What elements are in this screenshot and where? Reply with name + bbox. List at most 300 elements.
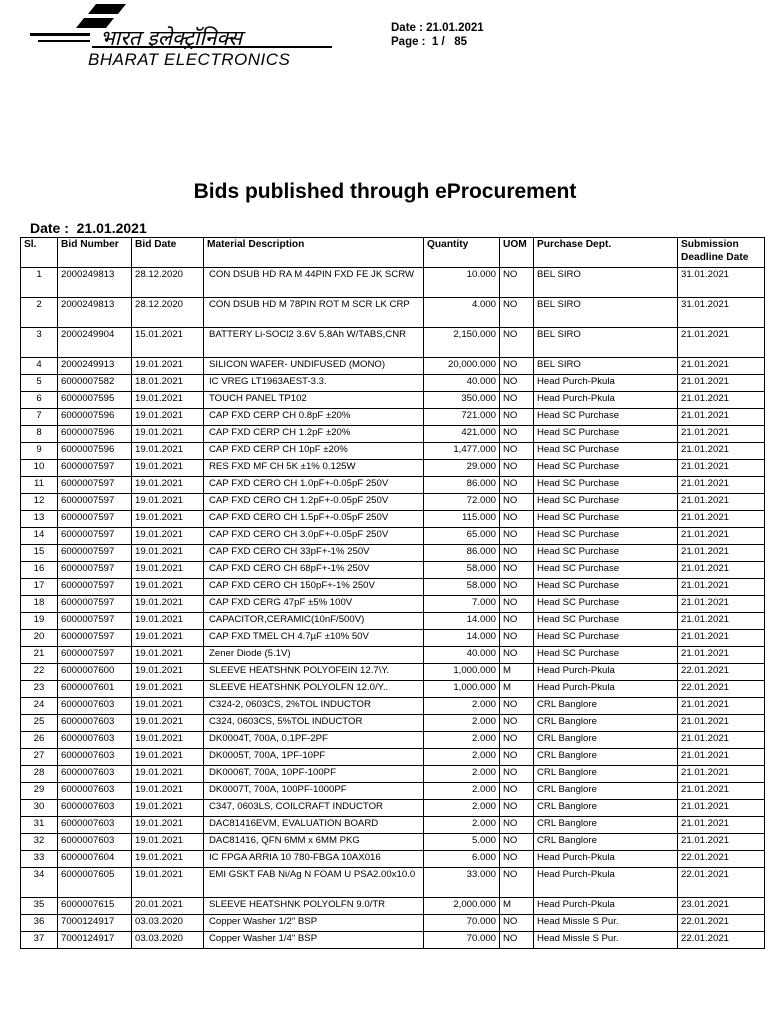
row-sl: 17 xyxy=(21,579,58,596)
row-quantity: 29.000 xyxy=(424,460,500,477)
row-purchase-dept: Head SC Purchase xyxy=(534,460,678,477)
row-bid-number: 6000007596 xyxy=(58,426,132,443)
row-deadline: 22.01.2021 xyxy=(678,851,765,868)
table-row xyxy=(21,766,765,783)
row-purchase-dept: Head SC Purchase xyxy=(534,477,678,494)
row-bid-date: 19.01.2021 xyxy=(132,477,204,494)
row-purchase-dept: Head Purch-Pkula xyxy=(534,375,678,392)
row-bid-number: 6000007597 xyxy=(58,596,132,613)
row-deadline: 31.01.2021 xyxy=(678,268,765,298)
row-material-description: DAC81416EVM, EVALUATION BOARD xyxy=(204,817,424,834)
table-row xyxy=(21,460,765,477)
row-bid-date: 19.01.2021 xyxy=(132,715,204,732)
row-quantity: 2.000 xyxy=(424,766,500,783)
col-header-bid-date: Bid Date xyxy=(132,238,204,268)
row-quantity: 2.000 xyxy=(424,732,500,749)
row-material-description: DAC81416, QFN 6MM x 6MM PKG xyxy=(204,834,424,851)
row-sl: 26 xyxy=(21,732,58,749)
row-sl: 2 xyxy=(21,298,58,328)
table-row xyxy=(21,647,765,664)
row-bid-date: 19.01.2021 xyxy=(132,664,204,681)
row-deadline: 21.01.2021 xyxy=(678,443,765,460)
row-deadline: 21.01.2021 xyxy=(678,545,765,562)
row-material-description: SLEEVE HEATSHNK POLYOLFN 12.0/Y.. xyxy=(204,681,424,698)
row-purchase-dept: Head SC Purchase xyxy=(534,562,678,579)
page-number: Page : 1 / 85 xyxy=(391,36,468,48)
row-deadline: 21.01.2021 xyxy=(678,766,765,783)
row-purchase-dept: Head SC Purchase xyxy=(534,511,678,528)
row-purchase-dept: Head SC Purchase xyxy=(534,528,678,545)
row-deadline: 21.01.2021 xyxy=(678,392,765,409)
row-material-description: IC VREG LT1963AEST-3.3. xyxy=(204,375,424,392)
row-sl: 28 xyxy=(21,766,58,783)
row-uom: NO xyxy=(500,409,534,426)
row-purchase-dept: Head SC Purchase xyxy=(534,579,678,596)
row-sl: 21 xyxy=(21,647,58,664)
row-deadline: 21.01.2021 xyxy=(678,783,765,800)
row-purchase-dept: Head Purch-Pkula xyxy=(534,681,678,698)
row-uom: NO xyxy=(500,800,534,817)
row-sl: 20 xyxy=(21,630,58,647)
row-quantity: 33.000 xyxy=(424,868,500,898)
row-uom: NO xyxy=(500,375,534,392)
row-bid-date: 15.01.2021 xyxy=(132,328,204,358)
row-deadline: 21.01.2021 xyxy=(678,800,765,817)
row-sl: 16 xyxy=(21,562,58,579)
row-bid-date: 19.01.2021 xyxy=(132,630,204,647)
row-material-description: Zener Diode (5.1V) xyxy=(204,647,424,664)
table-row xyxy=(21,409,765,426)
row-sl: 24 xyxy=(21,698,58,715)
row-bid-number: 6000007597 xyxy=(58,545,132,562)
table-row xyxy=(21,426,765,443)
row-uom: NO xyxy=(500,732,534,749)
row-quantity: 2.000 xyxy=(424,749,500,766)
bids-table xyxy=(20,237,765,949)
table-row xyxy=(21,851,765,868)
row-bid-date: 19.01.2021 xyxy=(132,358,204,375)
row-deadline: 21.01.2021 xyxy=(678,477,765,494)
row-sl: 34 xyxy=(21,868,58,898)
row-uom: NO xyxy=(500,749,534,766)
row-bid-date: 20.01.2021 xyxy=(132,898,204,915)
row-uom: NO xyxy=(500,783,534,800)
row-uom: NO xyxy=(500,834,534,851)
row-deadline: 21.01.2021 xyxy=(678,698,765,715)
row-bid-date: 19.01.2021 xyxy=(132,426,204,443)
row-material-description: DK0007T, 700A, 100PF-1000PF xyxy=(204,783,424,800)
row-material-description: C347, 0603LS, COILCRAFT INDUCTOR xyxy=(204,800,424,817)
row-material-description: CAP FXD CERO CH 33pF+-1% 250V xyxy=(204,545,424,562)
row-material-description: DK0004T, 700A, 0.1PF-2PF xyxy=(204,732,424,749)
table-row xyxy=(21,834,765,851)
row-deadline: 22.01.2021 xyxy=(678,681,765,698)
row-quantity: 6.000 xyxy=(424,851,500,868)
row-uom: NO xyxy=(500,328,534,358)
row-material-description: Copper Washer 1/2" BSP xyxy=(204,915,424,932)
row-deadline: 21.01.2021 xyxy=(678,528,765,545)
row-deadline: 21.01.2021 xyxy=(678,834,765,851)
row-bid-number: 6000007596 xyxy=(58,409,132,426)
row-deadline: 21.01.2021 xyxy=(678,358,765,375)
row-quantity: 1,000.000 xyxy=(424,664,500,681)
row-purchase-dept: Head Purch-Pkula xyxy=(534,664,678,681)
row-purchase-dept: Head Purch-Pkula xyxy=(534,868,678,898)
row-bid-date: 19.01.2021 xyxy=(132,511,204,528)
table-row xyxy=(21,477,765,494)
table-row xyxy=(21,268,765,298)
row-material-description: CON DSUB HD RA M 44PIN FXD FE JK SCRW xyxy=(204,268,424,298)
row-sl: 12 xyxy=(21,494,58,511)
row-purchase-dept: CRL Banglore xyxy=(534,698,678,715)
row-quantity: 10.000 xyxy=(424,268,500,298)
row-bid-date: 19.01.2021 xyxy=(132,460,204,477)
row-quantity: 14.000 xyxy=(424,630,500,647)
row-purchase-dept: CRL Banglore xyxy=(534,817,678,834)
row-bid-number: 6000007604 xyxy=(58,851,132,868)
table-row xyxy=(21,915,765,932)
row-uom: NO xyxy=(500,511,534,528)
table-row xyxy=(21,698,765,715)
row-bid-number: 6000007600 xyxy=(58,664,132,681)
row-quantity: 5.000 xyxy=(424,834,500,851)
table-row xyxy=(21,596,765,613)
row-material-description: CAP FXD CERO CH 1.2pF+-0.05pF 250V xyxy=(204,494,424,511)
row-uom: NO xyxy=(500,460,534,477)
row-deadline: 21.01.2021 xyxy=(678,749,765,766)
row-purchase-dept: BEL SIRO xyxy=(534,298,678,328)
row-uom: NO xyxy=(500,298,534,328)
table-row xyxy=(21,868,765,898)
row-purchase-dept: CRL Banglore xyxy=(534,783,678,800)
row-material-description: CAP FXD CERO CH 1.5pF+-0.05pF 250V xyxy=(204,511,424,528)
row-bid-date: 19.01.2021 xyxy=(132,596,204,613)
row-purchase-dept: BEL SIRO xyxy=(534,328,678,358)
row-purchase-dept: BEL SIRO xyxy=(534,268,678,298)
report-date-line: Date : 21.01.2021 xyxy=(30,220,147,236)
row-bid-number: 6000007605 xyxy=(58,868,132,898)
row-uom: NO xyxy=(500,426,534,443)
row-bid-number: 6000007582 xyxy=(58,375,132,392)
row-material-description: Copper Washer 1/4" BSP xyxy=(204,932,424,949)
row-bid-number: 6000007597 xyxy=(58,511,132,528)
row-quantity: 350.000 xyxy=(424,392,500,409)
row-bid-number: 6000007603 xyxy=(58,732,132,749)
row-quantity: 2.000 xyxy=(424,698,500,715)
row-bid-number: 6000007603 xyxy=(58,749,132,766)
table-row xyxy=(21,898,765,915)
row-sl: 22 xyxy=(21,664,58,681)
row-material-description: IC FPGA ARRIA 10 780-FBGA 10AX016 xyxy=(204,851,424,868)
row-bid-number: 6000007597 xyxy=(58,494,132,511)
row-quantity: 20,000.000 xyxy=(424,358,500,375)
row-deadline: 22.01.2021 xyxy=(678,932,765,949)
row-material-description: CON DSUB HD M 78PIN ROT M SCR LK CRP xyxy=(204,298,424,328)
row-sl: 5 xyxy=(21,375,58,392)
row-bid-number: 6000007615 xyxy=(58,898,132,915)
row-purchase-dept: Head SC Purchase xyxy=(534,630,678,647)
table-row xyxy=(21,681,765,698)
row-deadline: 22.01.2021 xyxy=(678,664,765,681)
row-quantity: 4.000 xyxy=(424,298,500,328)
row-quantity: 2.000 xyxy=(424,783,500,800)
row-deadline: 21.01.2021 xyxy=(678,562,765,579)
row-bid-date: 03.03.2020 xyxy=(132,915,204,932)
row-sl: 13 xyxy=(21,511,58,528)
row-sl: 33 xyxy=(21,851,58,868)
row-uom: M xyxy=(500,898,534,915)
row-sl: 15 xyxy=(21,545,58,562)
row-material-description: CAP FXD CERO CH 68pF+-1% 250V xyxy=(204,562,424,579)
table-row xyxy=(21,375,765,392)
row-uom: NO xyxy=(500,915,534,932)
row-deadline: 31.01.2021 xyxy=(678,298,765,328)
row-sl: 31 xyxy=(21,817,58,834)
row-purchase-dept: Head SC Purchase xyxy=(534,494,678,511)
row-bid-number: 6000007597 xyxy=(58,630,132,647)
row-bid-date: 19.01.2021 xyxy=(132,817,204,834)
row-deadline: 21.01.2021 xyxy=(678,328,765,358)
table-row xyxy=(21,613,765,630)
report-date: Date : 21.01.2021 xyxy=(391,22,484,34)
row-uom: NO xyxy=(500,443,534,460)
row-material-description: CAP FXD CERO CH 1.0pF+-0.05pF 250V xyxy=(204,477,424,494)
row-quantity: 2.000 xyxy=(424,817,500,834)
row-bid-date: 19.01.2021 xyxy=(132,579,204,596)
row-material-description: SLEEVE HEATSHNK POLYOFEIN 12.7\Y. xyxy=(204,664,424,681)
row-material-description: CAP FXD CERG 47pF ±5% 100V xyxy=(204,596,424,613)
row-quantity: 14.000 xyxy=(424,613,500,630)
row-deadline: 21.01.2021 xyxy=(678,409,765,426)
row-sl: 11 xyxy=(21,477,58,494)
row-quantity: 2,000.000 xyxy=(424,898,500,915)
logo-hindi-text: भारत इलेक्ट्रॉनिक्स xyxy=(100,26,243,50)
row-purchase-dept: Head Missle S Pur. xyxy=(534,932,678,949)
row-quantity: 115.000 xyxy=(424,511,500,528)
row-bid-date: 19.01.2021 xyxy=(132,783,204,800)
row-material-description: CAP FXD CERP CH 0.8pF ±20% xyxy=(204,409,424,426)
page-title: Bids published through eProcurement xyxy=(193,180,577,203)
row-purchase-dept: Head SC Purchase xyxy=(534,596,678,613)
row-quantity: 72.000 xyxy=(424,494,500,511)
row-bid-date: 19.01.2021 xyxy=(132,732,204,749)
row-deadline: 21.01.2021 xyxy=(678,511,765,528)
row-deadline: 21.01.2021 xyxy=(678,596,765,613)
row-uom: NO xyxy=(500,528,534,545)
row-purchase-dept: Head SC Purchase xyxy=(534,545,678,562)
row-purchase-dept: CRL Banglore xyxy=(534,749,678,766)
row-material-description: DK0005T, 700A, 1PF-10PF xyxy=(204,749,424,766)
table-row xyxy=(21,800,765,817)
row-quantity: 58.000 xyxy=(424,579,500,596)
row-sl: 23 xyxy=(21,681,58,698)
row-material-description: CAP FXD TMEL CH 4.7µF ±10% 50V xyxy=(204,630,424,647)
row-uom: NO xyxy=(500,477,534,494)
row-sl: 1 xyxy=(21,268,58,298)
row-bid-number: 6000007603 xyxy=(58,817,132,834)
row-bid-date: 19.01.2021 xyxy=(132,868,204,898)
row-quantity: 1,000.000 xyxy=(424,681,500,698)
table-row xyxy=(21,732,765,749)
row-quantity: 40.000 xyxy=(424,375,500,392)
row-uom: NO xyxy=(500,579,534,596)
table-row xyxy=(21,579,765,596)
row-uom: NO xyxy=(500,562,534,579)
row-deadline: 21.01.2021 xyxy=(678,613,765,630)
row-deadline: 21.01.2021 xyxy=(678,630,765,647)
table-row xyxy=(21,511,765,528)
row-uom: NO xyxy=(500,494,534,511)
row-quantity: 70.000 xyxy=(424,932,500,949)
table-row xyxy=(21,528,765,545)
row-quantity: 2.000 xyxy=(424,715,500,732)
table-row xyxy=(21,545,765,562)
row-quantity: 40.000 xyxy=(424,647,500,664)
row-bid-number: 6000007597 xyxy=(58,647,132,664)
row-quantity: 721.000 xyxy=(424,409,500,426)
row-bid-date: 19.01.2021 xyxy=(132,749,204,766)
row-bid-number: 6000007597 xyxy=(58,579,132,596)
table-header-row xyxy=(21,238,765,268)
row-quantity: 58.000 xyxy=(424,562,500,579)
row-bid-date: 19.01.2021 xyxy=(132,562,204,579)
row-bid-date: 19.01.2021 xyxy=(132,800,204,817)
row-bid-number: 6000007597 xyxy=(58,562,132,579)
row-bid-number: 6000007596 xyxy=(58,443,132,460)
row-bid-date: 18.01.2021 xyxy=(132,375,204,392)
row-bid-date: 19.01.2021 xyxy=(132,443,204,460)
row-uom: M xyxy=(500,681,534,698)
row-bid-date: 19.01.2021 xyxy=(132,528,204,545)
row-deadline: 23.01.2021 xyxy=(678,898,765,915)
row-quantity: 70.000 xyxy=(424,915,500,932)
row-bid-number: 6000007597 xyxy=(58,613,132,630)
row-deadline: 22.01.2021 xyxy=(678,915,765,932)
row-material-description: TOUCH PANEL TP102 xyxy=(204,392,424,409)
row-material-description: BATTERY Li-SOCl2 3.6V 5.8Ah W/TABS,CNR xyxy=(204,328,424,358)
row-bid-number: 2000249813 xyxy=(58,268,132,298)
row-uom: NO xyxy=(500,851,534,868)
row-material-description: EMI GSKT FAB Ni/Ag N FOAM U PSA2.00x10.0 xyxy=(204,868,424,898)
row-uom: NO xyxy=(500,392,534,409)
table-row xyxy=(21,328,765,358)
row-material-description: C324-2, 0603CS, 2%TOL INDUCTOR xyxy=(204,698,424,715)
row-bid-number: 6000007603 xyxy=(58,698,132,715)
row-purchase-dept: Head SC Purchase xyxy=(534,409,678,426)
row-deadline: 21.01.2021 xyxy=(678,732,765,749)
row-sl: 4 xyxy=(21,358,58,375)
row-bid-number: 6000007603 xyxy=(58,783,132,800)
row-sl: 35 xyxy=(21,898,58,915)
row-bid-date: 19.01.2021 xyxy=(132,766,204,783)
row-uom: NO xyxy=(500,613,534,630)
row-deadline: 21.01.2021 xyxy=(678,579,765,596)
row-bid-date: 19.01.2021 xyxy=(132,647,204,664)
table-row xyxy=(21,630,765,647)
row-purchase-dept: CRL Banglore xyxy=(534,834,678,851)
row-purchase-dept: Head Purch-Pkula xyxy=(534,851,678,868)
table-row xyxy=(21,664,765,681)
table-row xyxy=(21,358,765,375)
row-purchase-dept: Head SC Purchase xyxy=(534,647,678,664)
row-sl: 27 xyxy=(21,749,58,766)
row-sl: 8 xyxy=(21,426,58,443)
row-sl: 7 xyxy=(21,409,58,426)
row-uom: NO xyxy=(500,647,534,664)
row-bid-number: 7000124917 xyxy=(58,915,132,932)
table-row xyxy=(21,298,765,328)
row-uom: NO xyxy=(500,868,534,898)
row-quantity: 65.000 xyxy=(424,528,500,545)
row-sl: 10 xyxy=(21,460,58,477)
row-bid-date: 19.01.2021 xyxy=(132,494,204,511)
row-bid-number: 6000007603 xyxy=(58,715,132,732)
row-bid-number: 2000249813 xyxy=(58,298,132,328)
row-material-description: RES FXD MF CH 5K ±1% 0.125W xyxy=(204,460,424,477)
row-quantity: 86.000 xyxy=(424,545,500,562)
row-quantity: 1,477.000 xyxy=(424,443,500,460)
table-row xyxy=(21,932,765,949)
row-bid-date: 19.01.2021 xyxy=(132,698,204,715)
row-material-description: CAPACITOR,CERAMIC(10nF/500V) xyxy=(204,613,424,630)
row-sl: 9 xyxy=(21,443,58,460)
row-bid-number: 6000007601 xyxy=(58,681,132,698)
row-bid-number: 2000249904 xyxy=(58,328,132,358)
row-uom: NO xyxy=(500,630,534,647)
row-bid-date: 19.01.2021 xyxy=(132,851,204,868)
row-uom: NO xyxy=(500,596,534,613)
row-purchase-dept: CRL Banglore xyxy=(534,766,678,783)
col-header-deadline: Submission Deadline Date xyxy=(678,238,765,268)
col-header-material: Material Description xyxy=(204,238,424,268)
row-bid-date: 19.01.2021 xyxy=(132,681,204,698)
col-header-sl: Sl. xyxy=(21,238,58,268)
row-sl: 30 xyxy=(21,800,58,817)
table-row xyxy=(21,562,765,579)
table-body xyxy=(21,268,765,949)
table-row xyxy=(21,494,765,511)
row-bid-date: 19.01.2021 xyxy=(132,834,204,851)
row-bid-number: 6000007595 xyxy=(58,392,132,409)
row-purchase-dept: CRL Banglore xyxy=(534,732,678,749)
row-bid-number: 7000124917 xyxy=(58,932,132,949)
row-bid-date: 19.01.2021 xyxy=(132,392,204,409)
row-uom: NO xyxy=(500,268,534,298)
row-uom: NO xyxy=(500,715,534,732)
row-bid-number: 6000007597 xyxy=(58,528,132,545)
row-bid-number: 6000007603 xyxy=(58,834,132,851)
row-quantity: 7.000 xyxy=(424,596,500,613)
row-uom: NO xyxy=(500,817,534,834)
row-deadline: 21.01.2021 xyxy=(678,494,765,511)
row-material-description: CAP FXD CERP CH 1.2pF ±20% xyxy=(204,426,424,443)
row-deadline: 21.01.2021 xyxy=(678,375,765,392)
row-bid-number: 6000007597 xyxy=(58,477,132,494)
row-sl: 6 xyxy=(21,392,58,409)
row-bid-date: 28.12.2020 xyxy=(132,298,204,328)
table-row xyxy=(21,783,765,800)
row-purchase-dept: Head Purch-Pkula xyxy=(534,898,678,915)
row-material-description: CAP FXD CERO CH 3.0pF+-0.05pF 250V xyxy=(204,528,424,545)
col-header-uom: UOM xyxy=(500,238,534,268)
row-quantity: 86.000 xyxy=(424,477,500,494)
row-bid-number: 6000007597 xyxy=(58,460,132,477)
logo-english-text: BHARAT ELECTRONICS xyxy=(88,50,291,69)
row-sl: 25 xyxy=(21,715,58,732)
row-uom: NO xyxy=(500,932,534,949)
row-sl: 3 xyxy=(21,328,58,358)
row-bid-number: 2000249913 xyxy=(58,358,132,375)
